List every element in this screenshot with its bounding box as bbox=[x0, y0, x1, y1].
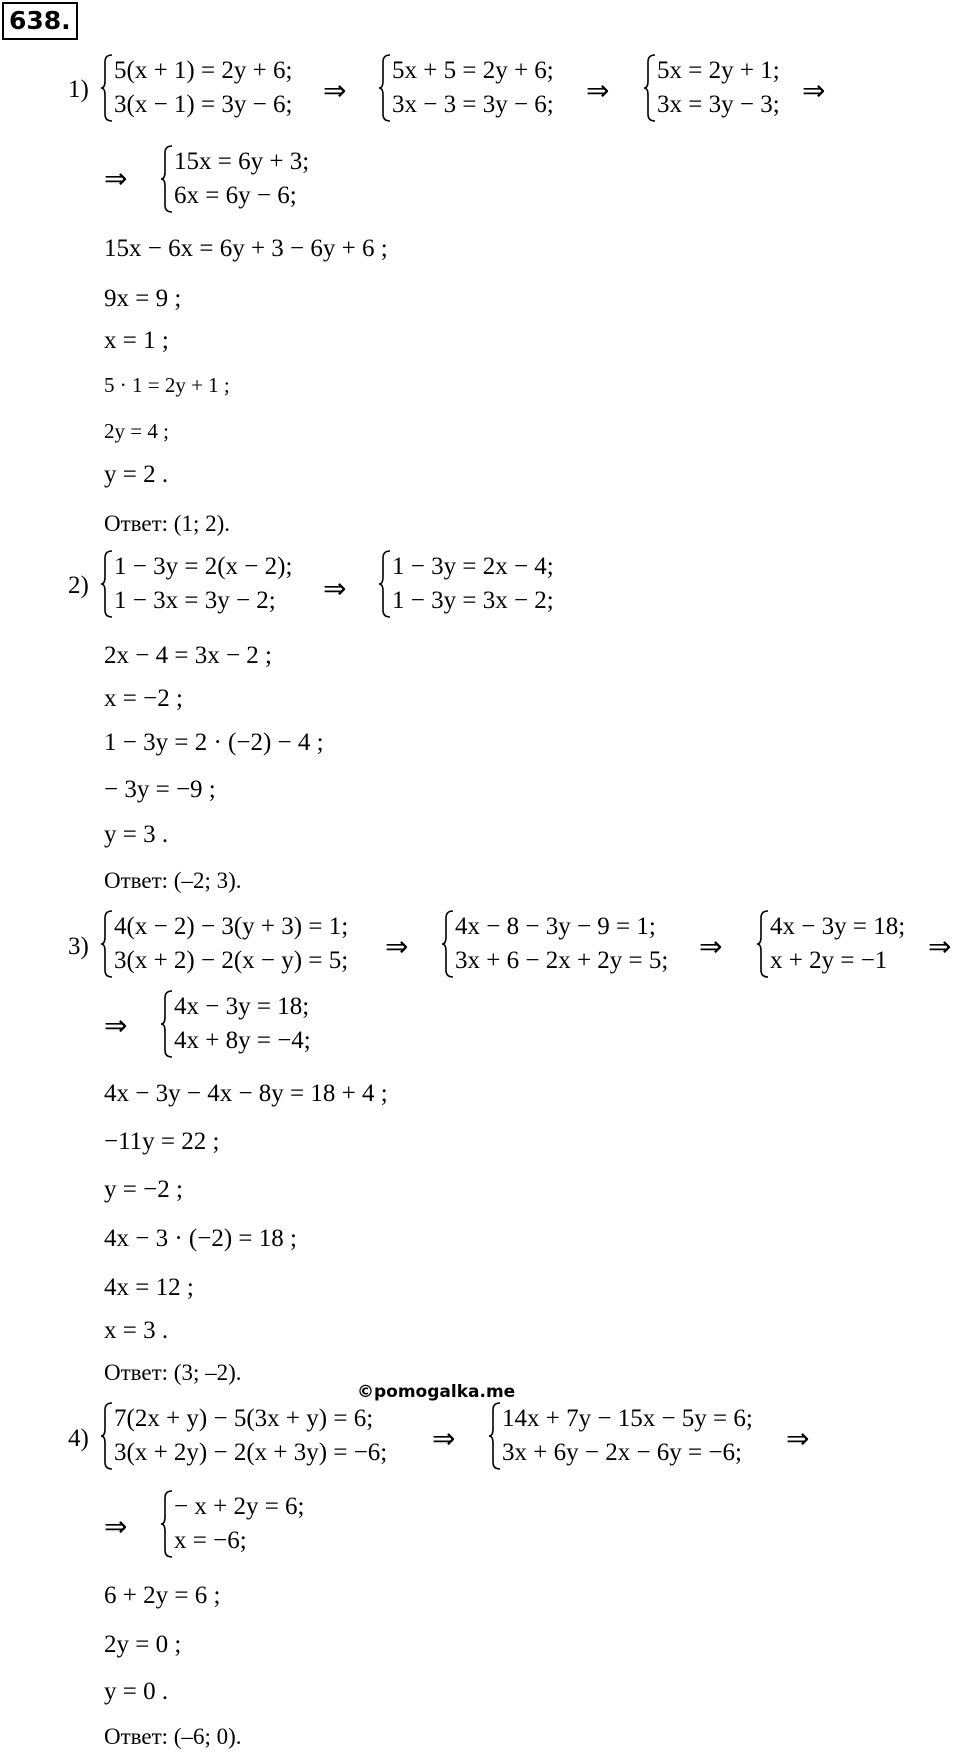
brace-icon bbox=[160, 145, 174, 213]
system-1b bbox=[378, 54, 554, 122]
equation: 1 − 3y = 2(x − 2); bbox=[114, 553, 293, 580]
implies-arrow: ⇒ bbox=[104, 162, 128, 195]
implies-arrow: ⇒ bbox=[786, 1422, 810, 1455]
part-label-3: 3) bbox=[68, 933, 89, 960]
equation: 4x − 8 − 3y − 9 = 1; bbox=[455, 913, 656, 940]
system-2b bbox=[378, 550, 554, 618]
equation: 3(x − 1) = 3y − 6; bbox=[114, 91, 293, 118]
brace-icon bbox=[756, 910, 770, 978]
equation: 5(x + 1) = 2y + 6; bbox=[114, 57, 293, 84]
brace-icon bbox=[378, 54, 392, 122]
implies-arrow: ⇒ bbox=[928, 930, 952, 963]
equation: 3x + 6y − 2x − 6y = −6; bbox=[502, 1439, 742, 1466]
equation: 1 − 3x = 3y − 2; bbox=[114, 587, 276, 614]
equation: x = −6; bbox=[174, 1527, 247, 1554]
system-4b bbox=[488, 1402, 753, 1470]
equation: 1 − 3y = 2x − 4; bbox=[392, 553, 554, 580]
solution-line: 2y = 0 ; bbox=[104, 1631, 182, 1658]
equation: 3x − 3 = 3y − 6; bbox=[392, 91, 554, 118]
equation: − x + 2y = 6; bbox=[174, 1493, 305, 1520]
answer-4: Ответ: (–6; 0). bbox=[104, 1724, 242, 1749]
solution-line: 9x = 9 ; bbox=[104, 285, 182, 312]
answer-1: Ответ: (1; 2). bbox=[104, 511, 230, 536]
system-3b bbox=[441, 910, 668, 978]
system-1d bbox=[160, 145, 309, 213]
system-1a bbox=[100, 54, 292, 122]
brace-icon bbox=[100, 1402, 114, 1470]
solution-line: 2x − 4 = 3x − 2 ; bbox=[104, 642, 272, 669]
solution-line: 5 · 1 = 2y + 1 ; bbox=[104, 373, 230, 397]
part-label-4: 4) bbox=[68, 1425, 89, 1452]
solution-line: −11y = 22 ; bbox=[104, 1128, 220, 1155]
solution-line: y = 2 . bbox=[104, 461, 169, 488]
solution-line: 2y = 4 ; bbox=[104, 419, 169, 443]
brace-icon bbox=[441, 910, 455, 978]
implies-arrow: ⇒ bbox=[586, 74, 610, 107]
solution-line: x = −2 ; bbox=[104, 685, 183, 712]
problem-number: 638. bbox=[2, 2, 78, 40]
implies-arrow: ⇒ bbox=[323, 572, 347, 605]
implies-arrow: ⇒ bbox=[802, 74, 826, 107]
equation: 15x = 6y + 3; bbox=[174, 148, 310, 175]
equation: 4x + 8y = −4; bbox=[174, 1027, 311, 1054]
solution-line: x = 1 ; bbox=[104, 327, 169, 354]
equation: 5x + 5 = 2y + 6; bbox=[392, 57, 554, 84]
brace-icon bbox=[100, 550, 114, 618]
brace-icon bbox=[100, 54, 114, 122]
equation: 5x = 2y + 1; bbox=[657, 57, 780, 84]
system-3c bbox=[756, 910, 905, 978]
equation: 4(x − 2) − 3(y + 3) = 1; bbox=[114, 913, 349, 940]
equation: 3x + 6 − 2x + 2y = 5; bbox=[455, 947, 669, 974]
system-2a bbox=[100, 550, 292, 618]
implies-arrow: ⇒ bbox=[104, 1009, 128, 1042]
solution-line: y = −2 ; bbox=[104, 1176, 183, 1203]
watermark: ©pomogalka.me bbox=[357, 1382, 516, 1402]
system-3a bbox=[100, 910, 348, 978]
brace-icon bbox=[378, 550, 392, 618]
implies-arrow: ⇒ bbox=[385, 930, 409, 963]
system-4c bbox=[160, 1490, 305, 1558]
solution-line: x = 3 . bbox=[104, 1317, 169, 1344]
solution-line: y = 3 . bbox=[104, 821, 169, 848]
solution-line: 1 − 3y = 2 · (−2) − 4 ; bbox=[104, 729, 324, 756]
implies-arrow: ⇒ bbox=[104, 1510, 128, 1543]
solution-line: 15x − 6x = 6y + 3 − 6y + 6 ; bbox=[104, 235, 388, 262]
part-label-2: 2) bbox=[68, 572, 89, 599]
brace-icon bbox=[160, 990, 174, 1058]
equation: x + 2y = −1 bbox=[770, 947, 888, 974]
solution-line: − 3y = −9 ; bbox=[104, 776, 216, 803]
answer-2: Ответ: (–2; 3). bbox=[104, 868, 242, 893]
brace-icon bbox=[160, 1490, 174, 1558]
equation: 14x + 7y − 15x − 5y = 6; bbox=[502, 1405, 753, 1432]
implies-arrow: ⇒ bbox=[699, 930, 723, 963]
solution-line: 4x − 3 · (−2) = 18 ; bbox=[104, 1225, 297, 1252]
equation: 4x − 3y = 18; bbox=[174, 993, 310, 1020]
implies-arrow: ⇒ bbox=[432, 1422, 456, 1455]
answer-3: Ответ: (3; –2). bbox=[104, 1360, 242, 1385]
implies-arrow: ⇒ bbox=[323, 74, 347, 107]
system-1c bbox=[643, 54, 780, 122]
equation: 3(x + 2y) − 2(x + 3y) = −6; bbox=[114, 1439, 388, 1466]
solution-line: y = 0 . bbox=[104, 1678, 169, 1705]
part-label-1: 1) bbox=[68, 76, 89, 103]
equation: 3(x + 2) − 2(x − y) = 5; bbox=[114, 947, 349, 974]
system-4a bbox=[100, 1402, 387, 1470]
brace-icon bbox=[100, 910, 114, 978]
equation: 1 − 3y = 3x − 2; bbox=[392, 587, 554, 614]
solution-line: 4x − 3y − 4x − 8y = 18 + 4 ; bbox=[104, 1080, 388, 1107]
equation: 4x − 3y = 18; bbox=[770, 913, 906, 940]
system-3d bbox=[160, 990, 311, 1058]
equation: 3x = 3y − 3; bbox=[657, 91, 780, 118]
equation: 6x = 6y − 6; bbox=[174, 182, 297, 209]
solution-line: 4x = 12 ; bbox=[104, 1274, 194, 1301]
brace-icon bbox=[643, 54, 657, 122]
brace-icon bbox=[488, 1402, 502, 1470]
equation: 7(2x + y) − 5(3x + y) = 6; bbox=[114, 1405, 374, 1432]
solution-line: 6 + 2y = 6 ; bbox=[104, 1582, 221, 1609]
